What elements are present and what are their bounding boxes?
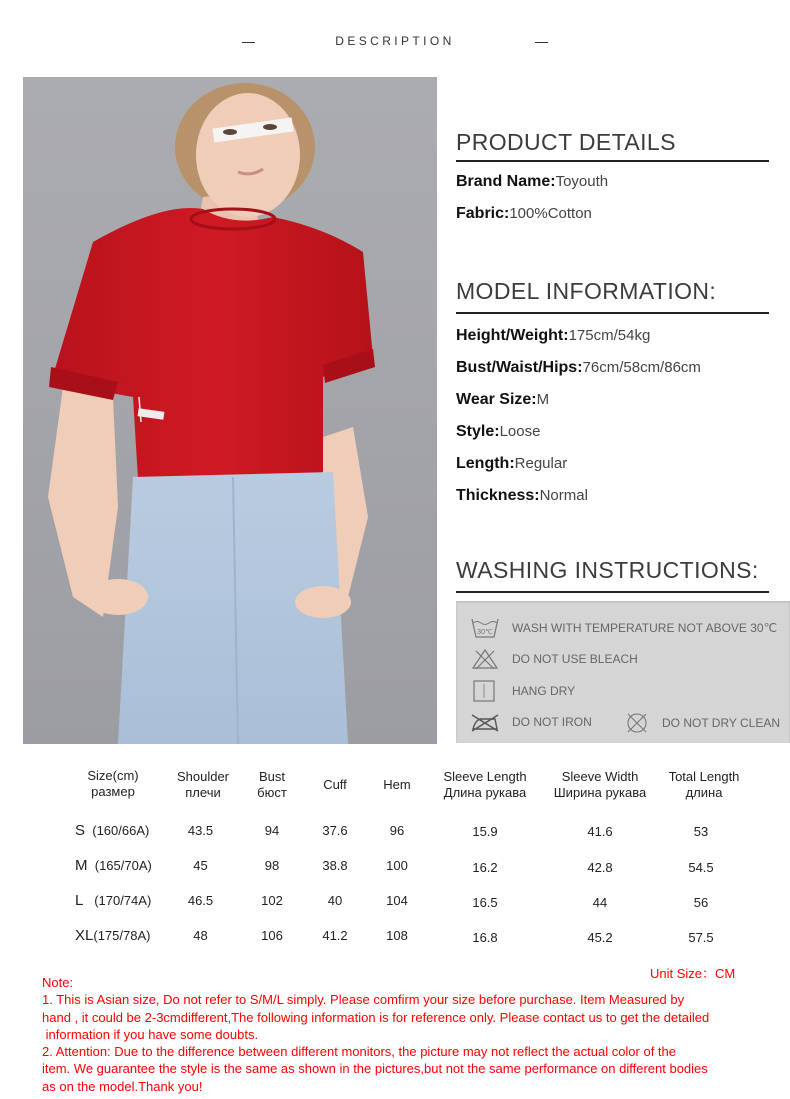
size-letter: XL <box>75 927 94 944</box>
info-value: 76cm/58cm/86cm <box>582 359 701 376</box>
wash-label: WASH WITH TEMPERATURE NOT ABOVE 30℃ <box>512 621 778 635</box>
model-illustration <box>23 77 437 744</box>
unit-size-label: Unit Size：CM <box>650 966 736 981</box>
wash-item <box>470 680 575 702</box>
size-letter: M <box>75 857 88 874</box>
table-header-shoulder: Shoulder плечи <box>176 769 230 800</box>
cell-sleeve-length: 15.9 <box>472 824 498 839</box>
wash-item <box>624 712 780 734</box>
washing-instructions-panel <box>456 601 790 743</box>
table-header-hem: Hem <box>383 777 411 792</box>
wash-30c-icon <box>470 617 500 639</box>
size-spec: (160/66A) <box>92 823 150 838</box>
section-divider <box>456 312 769 314</box>
cell-bust: 106 <box>261 928 283 943</box>
cell-bust: 102 <box>261 893 283 908</box>
info-row-style <box>456 423 540 441</box>
size-letter: L <box>75 892 84 909</box>
cell-cuff: 41.2 <box>322 928 348 943</box>
note-line: item. We guarantee the style is the same as shown in the pictures,but not the same performance on different bodies <box>42 1061 708 1077</box>
wash-label: DO NOT DRY CLEAN <box>662 716 781 730</box>
table-header-bust: Bust бюст <box>257 769 287 800</box>
divider-dash <box>535 42 548 43</box>
cell-total-length: 53 <box>693 824 709 839</box>
info-row-height-weight <box>456 327 650 345</box>
cell-total-length: 57.5 <box>688 930 714 945</box>
info-value: 175cm/54kg <box>568 327 651 344</box>
info-label: Fabric: <box>456 205 510 222</box>
cell-hem: 108 <box>386 928 408 943</box>
washing-instructions-title: WASHING INSTRUCTIONS: <box>456 557 759 583</box>
description-title: DESCRIPTION <box>335 34 455 48</box>
info-value: Regular <box>514 455 568 472</box>
info-label: Height/Weight: <box>456 327 569 344</box>
wash-item <box>470 711 592 733</box>
cell-hem: 104 <box>386 893 408 908</box>
cell-sleeve-width: 45.2 <box>587 930 613 945</box>
product-details-title: PRODUCT DETAILS <box>456 129 676 155</box>
table-header-sleeve-length: Sleeve Length Длина рукава <box>443 769 527 800</box>
table-header-cuff: Cuff <box>323 777 347 792</box>
note-line: information if you have some doubts. <box>42 1026 259 1042</box>
info-label: Thickness: <box>456 487 540 504</box>
note-heading: Note: <box>42 975 74 990</box>
cell-shoulder: 43.5 <box>187 823 214 838</box>
section-divider <box>456 591 769 593</box>
section-divider <box>456 160 769 162</box>
cell-sleeve-length: 16.8 <box>472 930 498 945</box>
info-value: M <box>536 391 550 408</box>
table-header-size: Size(cm) размер <box>87 768 139 799</box>
info-label: Bust/Waist/Hips: <box>456 359 583 376</box>
info-value: Normal <box>539 487 588 504</box>
hang-dry-icon <box>470 680 500 702</box>
cell-shoulder: 46.5 <box>187 893 214 908</box>
info-row-thickness <box>456 487 588 505</box>
table-header-sleeve-width: Sleeve Width Ширина рукава <box>553 769 647 800</box>
cell-bust: 94 <box>264 823 280 838</box>
no-bleach-icon <box>470 648 500 670</box>
cell-sleeve-length: 16.2 <box>472 860 498 875</box>
cell-shoulder: 45 <box>193 858 208 873</box>
info-value: Loose <box>499 423 541 440</box>
cell-bust: 98 <box>264 858 280 873</box>
cell-cuff: 37.6 <box>322 823 348 838</box>
wash-label: DO NOT USE BLEACH <box>512 652 638 666</box>
no-iron-icon <box>470 711 500 733</box>
cell-shoulder: 48 <box>193 928 208 943</box>
wash-label: DO NOT IRON <box>512 715 592 729</box>
cell-sleeve-width: 42.8 <box>587 860 613 875</box>
product-photo <box>23 77 437 744</box>
description-header <box>0 30 790 54</box>
wash-label: HANG DRY <box>512 684 576 698</box>
notes-block <box>42 974 762 1095</box>
info-label: Length: <box>456 455 515 472</box>
wash-item <box>470 617 777 639</box>
no-dry-clean-icon <box>624 712 650 734</box>
svg-text:30℃: 30℃ <box>477 629 493 636</box>
size-letter: S <box>75 822 86 839</box>
info-value: Toyouth <box>555 173 609 190</box>
info-row-fabric <box>456 205 592 223</box>
cell-cuff: 38.8 <box>322 858 348 873</box>
table-header-total-length: Total Length длина <box>668 769 740 800</box>
info-label: Brand Name: <box>456 173 556 190</box>
cell-sleeve-width: 41.6 <box>587 824 613 839</box>
info-row-length <box>456 455 567 473</box>
size-spec: (170/74A) <box>94 893 152 908</box>
info-row-bust-waist-hips <box>456 359 701 377</box>
note-line: 2. Attention: Due to the difference between different monitors, the picture may not reflect the actual color of the <box>42 1044 677 1060</box>
note-line: 1. This is Asian size, Do not refer to S/M/L simply. Please comfirm your size before purchase. Item Measured by <box>42 992 685 1008</box>
info-row-brand <box>456 173 608 191</box>
model-information-title: MODEL INFORMATION: <box>456 278 717 304</box>
size-spec: (165/70A) <box>94 858 152 873</box>
cell-total-length: 54.5 <box>688 860 714 875</box>
cell-hem: 96 <box>389 823 405 838</box>
info-label: Wear Size: <box>456 391 537 408</box>
info-row-wear-size <box>456 391 549 409</box>
info-value: 100%Cotton <box>509 205 592 222</box>
note-line: hand , it could be 2-3cmdifferent,The following information is for reference only. Please contact us to get the detailed <box>42 1009 710 1025</box>
info-label: Style: <box>456 423 500 440</box>
cell-total-length: 56 <box>693 895 709 910</box>
cell-hem: 100 <box>386 858 408 873</box>
size-spec: (175/78A) <box>93 928 151 943</box>
note-line: as on the model.Thank you! <box>42 1078 203 1094</box>
cell-sleeve-length: 16.5 <box>472 895 498 910</box>
cell-cuff: 40 <box>327 893 343 908</box>
wash-item <box>470 648 638 670</box>
cell-sleeve-width: 44 <box>592 895 608 910</box>
